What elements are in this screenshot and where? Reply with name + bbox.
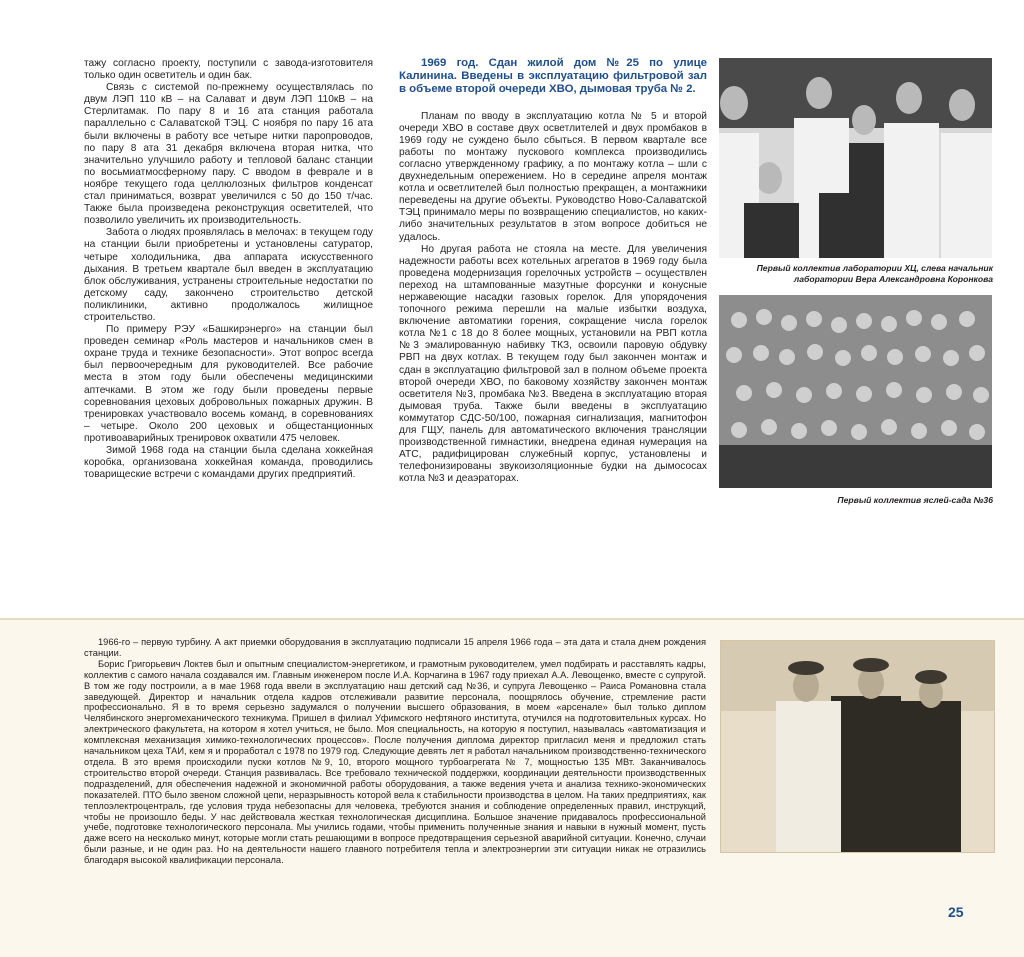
- paragraph: По примеру РЭУ «Башкирэнерго» на станции был проведен семинар «Роль мастеров и начальников смен в охране труда и технике безопасности». Этот вопрос всегда был первоочередным для руководителей. Все рабочие места в этом году были обеспечены медицинскими аптечками. В этом же году были проведены первые соревнования цеховых добровольных пожарных дружин. В тренировках участвовало восемь команд, в соревнованиях – четыре. Около 200 цеховых и общестанционных противоаварийных тренировок охватили 475 человек.: [84, 324, 373, 444]
- paragraph: 1966-го – первую турбину. А акт приемки оборудования в эксплуатацию подписали 15 апреля 1966 года – эта дата и стала днем рождения станции.: [84, 637, 706, 658]
- photo-caption: Первый коллектив лаборатории ХЦ, слева начальник лаборатории Вера Александровна Коронкова: [756, 263, 993, 284]
- men-in-hats-photo-drawing: [721, 641, 994, 852]
- kindergarten-team-photo-drawing: [719, 295, 992, 488]
- middle-text-column: [399, 57, 707, 486]
- lab-team-photo: [719, 58, 992, 258]
- kindergarten-team-photo: [719, 295, 992, 488]
- paragraph: Связь с системой по-прежнему осуществлялась по двум ЛЭП 110 кВ – на Салават и двум ЛЭП 110кВ – на Стерлитамак. По пару 8 и 16 ата станция работала параллельно с Салаватской ТЭЦ. С ноября по пару 16 ата были включены в работу все четыре нитки паропроводов, по пару 8 ата 31 декабря включена вторая нитка, что значительно улучшило работу и тепловой баланс станции по восьмиатмосферному пару. С вводом в феврале и в ноябре текущего года целлюлозных фильтров конденсат стал приниматься, возврат увеличился с 50 до 150 т/час. Также была произведена реконструкция осветителей, что позволило увеличить их производительность.: [84, 82, 373, 227]
- paragraph: Но другая работа не стояла на месте. Для увеличения надежности работы всех котельных агрегатов в 1969 году была проведена модернизация горелочных устройств – осуществлен переход на штампованные мазутные форсунки и конусные нержавеющие насадки газовых горелок. Для упорядочения топочного режима перешли на малые избытки воздуха, включение автоматики горения, сокращение числа горелок котла №1 с 18 до 8 более мощных, установили на РВП котла №3 эмалированную набивку ТКЗ, освоили паровую обдувку РВП на двух котлах. В текущем году был закончен монтаж и сдан в эксплуатацию фильтровой зал в полном объеме проекта второй очереди ХВО, по баковому хозяйству закончен монтаж осветителя №3, промбака №3. Введена в эксплуатацию вторая дымовая труба. Также были введены в эксплуатацию коммутатор СДС-50/100, пожарная сигнализация, магнитофон для ГЩУ, панель для автоматического включения трансляции производственной гимнастики, внедрена единая нумерация на АТС, радифицирован служебный корпус, установлены и телефонизированы звукоизоляционные будки на дымососах котла №3 и деаэраторах.: [399, 243, 707, 485]
- paragraph: Зимой 1968 года на станции была сделана хоккейная коробка, организована хоккейная команда, проводились товарищеские встречи с командами других предприятий.: [84, 445, 373, 481]
- paragraph: Забота о людях проявлялась в мелочах: в текущем году на станции были приобретены и установлены сатуратор, четыре холодильника, два аппарата искусственного дыхания. В третьем квартале был введен в эксплуатацию блок обслуживания, устранены строительные недостатки по детскому саду, закончено строительство детской поликлиники, активно продолжалось жилищное строительство.: [84, 227, 373, 323]
- photo-caption: Первый коллектив яслей-сада №36: [837, 495, 993, 505]
- men-in-hats-photo: [720, 640, 995, 853]
- section-heading: 1969 год. Сдан жилой дом №25 по улице Калинина. Введены в эксплуатацию фильтровой зал в объеме второй очереди ХВО, дымовая труба № 2.: [399, 57, 707, 96]
- page-number: 25: [948, 904, 964, 920]
- paragraph: Борис Григорьевич Локтев был и опытным специалистом-энергетиком, и грамотным руководителем, умел подбирать и расставлять кадры, коллектив с самого начала создавался им. Главным инженером после И.А. Корчагина в 1967 году приехал А.А. Левощенко, вместе с супругой. В том же году построили, а в мае 1968 года ввели в эксплуатацию наш детский сад №36, и супруга Левощенко – Раиса Романовна стала заведующей. Директор и начальник отдела кадров отслеживали развитие персонала, поощрялось обучение, стремление расти профессионально. Я в то время серьезно задумался о получении высшего образования, в моем «арсенале» был только диплом Челябинского энергомеханического техникума. Пришел в филиал Уфимского нефтяного института, отучился на подготовительных курсах. Но электрического факультета, на котором я хотел учиться, не было. Моя специальность, на которую я поступил, называлась «автоматизация и комплексная механизация химико-технологических процессов». После получения диплома директор пригласил меня и предложил стать начальником цеха ТАИ, кем я и проработал с 1978 по 1979 год. Следующие девять лет я работал начальником производственно-технического отдела. В это время происходили пуски котлов №9, 10, второго мощного турбоагрегата № 7, мощностью 135 МВт. Заканчивалось строительство второй очереди. Станция развивалась. Все требовало технической поддержки, координации деятельности производственных подразделений, для обеспечения надежной и экономичной работы оборудования, а также ведения учета и анализа технико-экономических показателей. ПТО было звеном сложной цепи, неразрывность которой вела к стабильности производства в целом. На таких предприятиях, как теплоэлектроцентраль, где условия труда небезопасны для человека, требуются знания и соблюдение определенных правил, инструкций, чтобы не произошло беды. У нас действовала жесткая технологическая дисциплина. Большое значение придавалось профессиональной учебе, подготовке технологического персонала. Мы учились годами, чтобы применить полученные знания и навыки в нужный момент, пусть даже всего на несколько минут, которые могли стать решающими в вопросе предотвращения серьезной аварийной ситуации. Конечно, случаи были разные, и не один раз. Но на деятельности нашего главного потребителя тепла и электроэнергии эти ситуации никак не отразились благодаря высокой квалификации персонала.: [84, 658, 706, 866]
- bottom-text-column: [84, 637, 706, 866]
- lab-team-photo-drawing: [719, 58, 992, 258]
- band-divider: [0, 618, 1024, 620]
- paragraph: Планам по вводу в эксплуатацию котла № 5 и второй очереди ХВО в составе двух осветлителей и двух промбаков в 1969 году не суждено было сбыться. В первом квартале все работы по монтажу пускового комплекса производились согласно утвержденному графику, а по монтажу котла – шли с двухнедельным опережением. Но в середине апреля монтаж котла и осветлителей был полностью прекращен, а монтажники переведены на другие объекты. Руководство Ново-Салаватской ТЭЦ принимало меры по возвращению специалистов, но каких-либо значительных результатов в этом вопросе добиться не удалось.: [399, 110, 707, 243]
- paragraph: тажу согласно проекту, поступили с завода-изготовителя только один осветитель и один бак.: [84, 58, 373, 82]
- left-text-column: [84, 58, 373, 481]
